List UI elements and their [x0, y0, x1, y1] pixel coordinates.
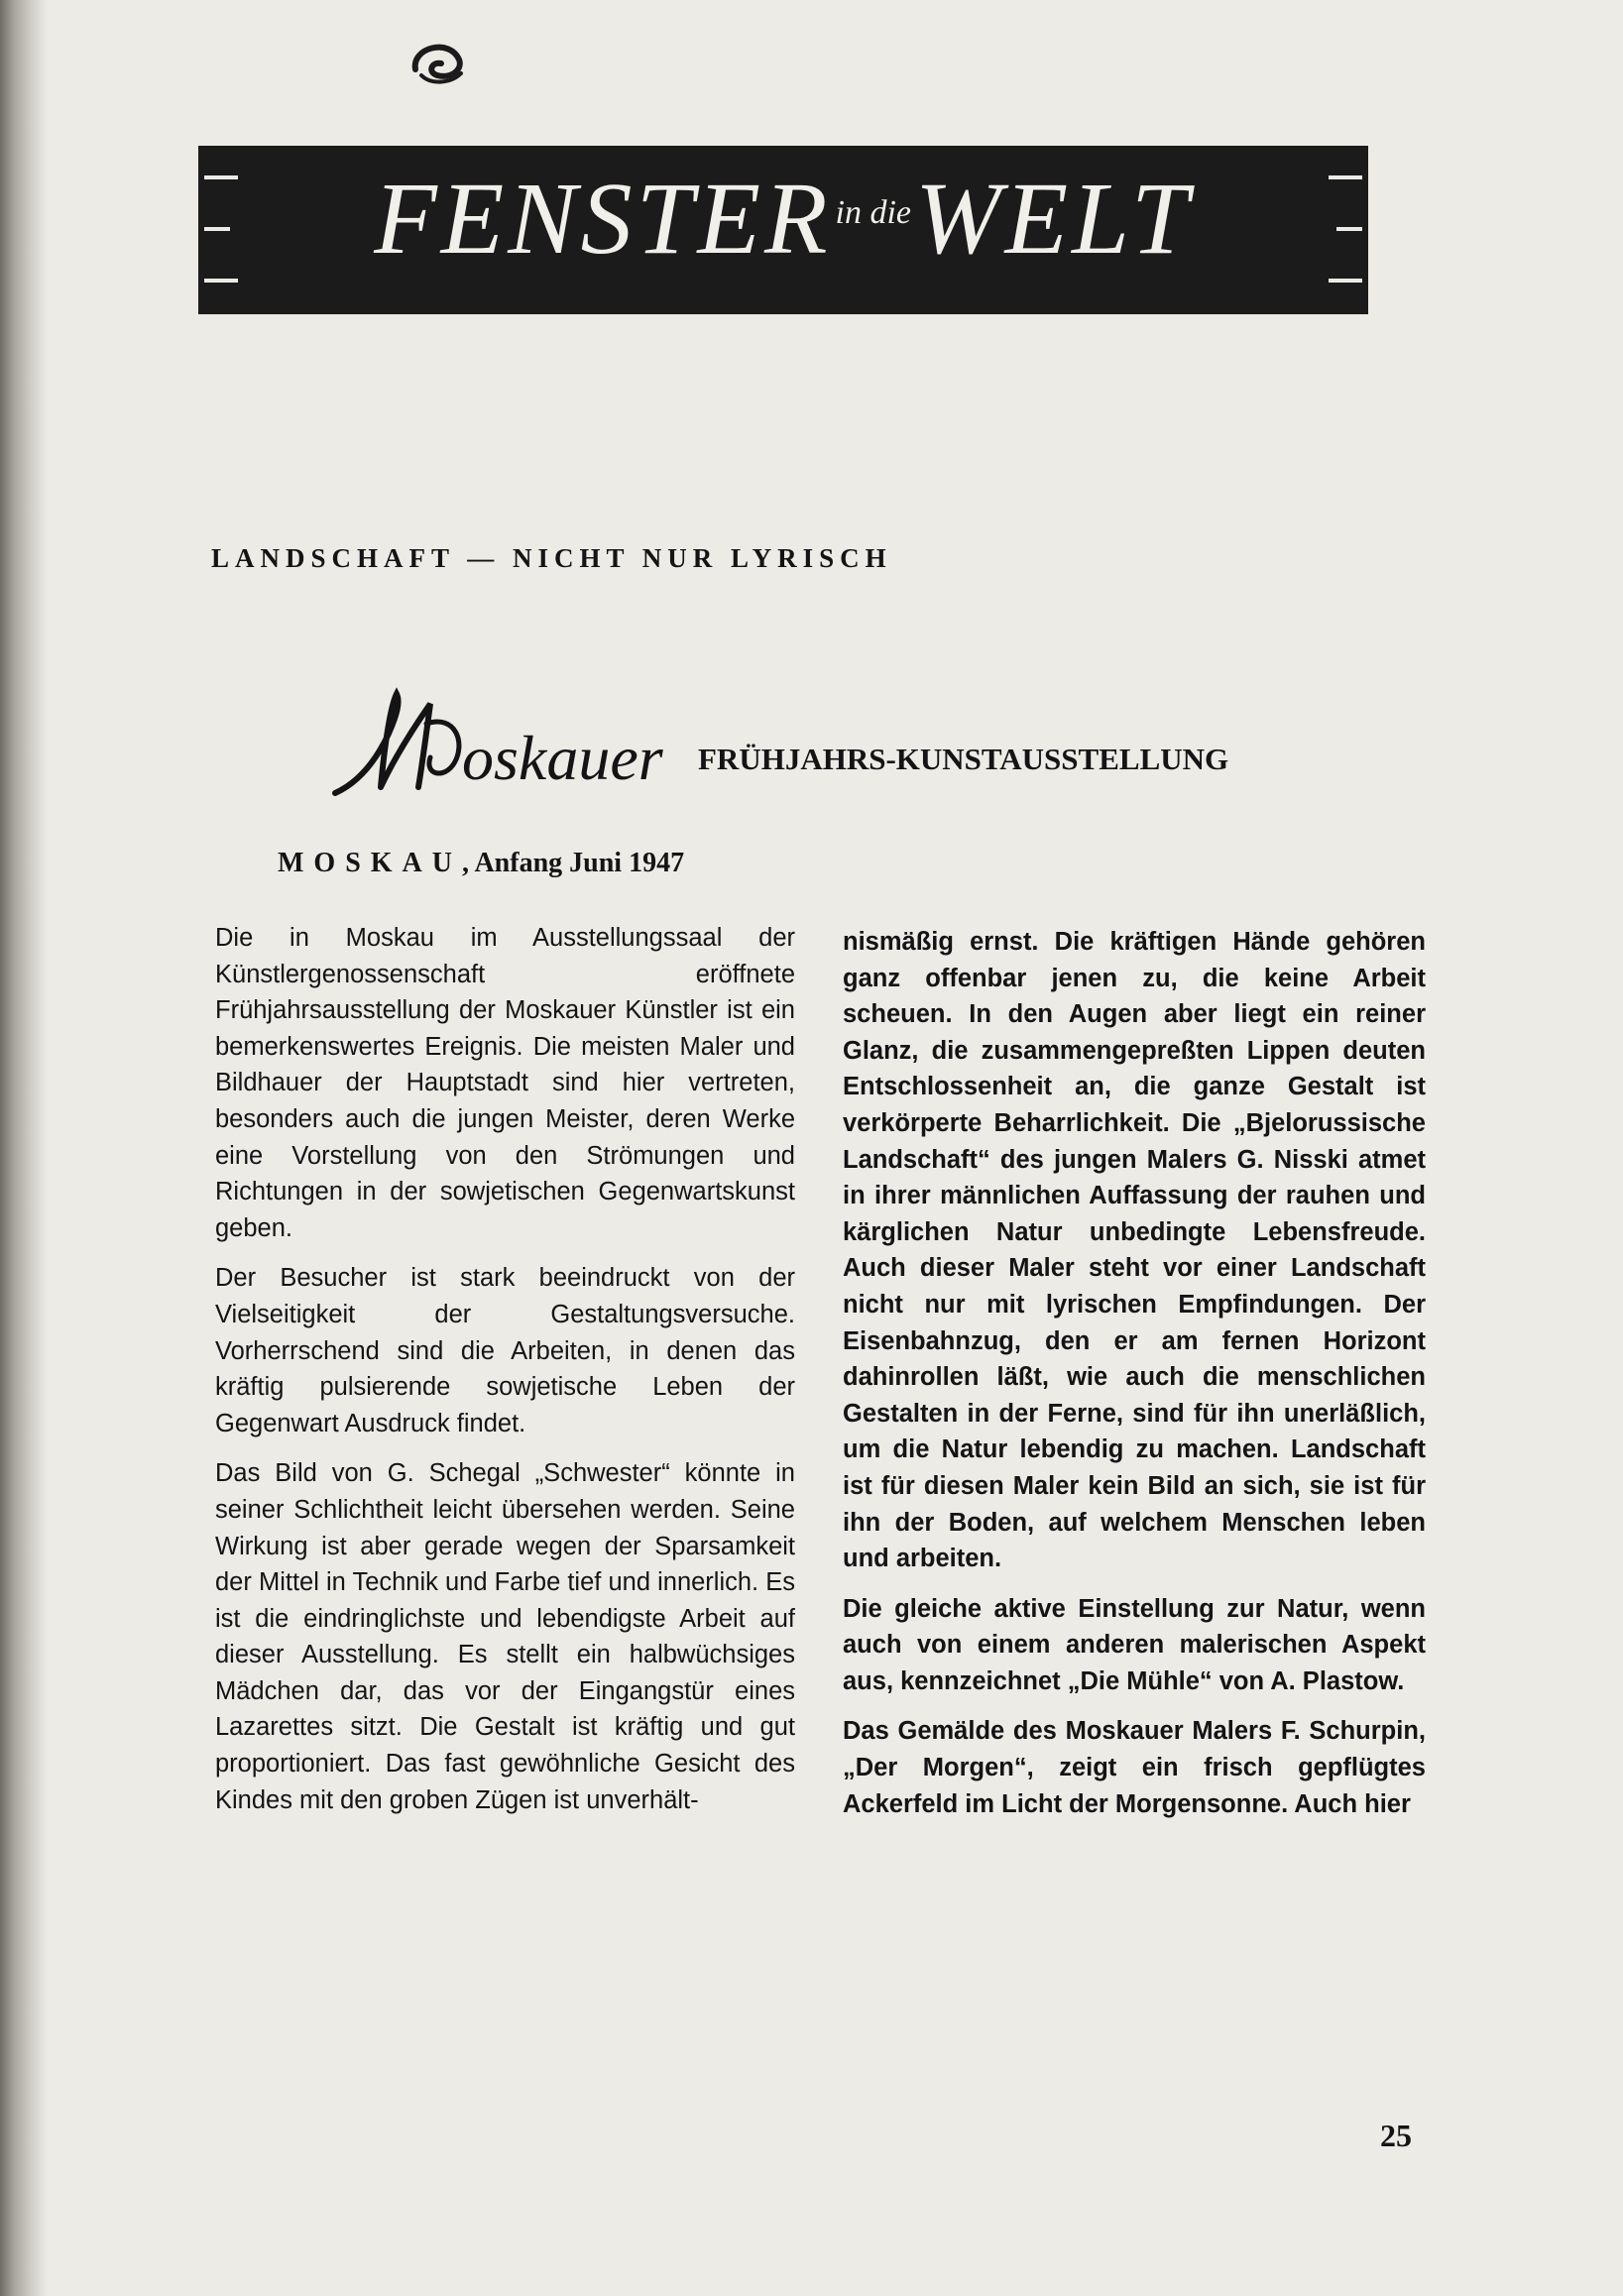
dateline-date: , Anfang Juni 1947: [462, 848, 685, 878]
article-column-right: [843, 924, 1426, 1836]
paragraph: nismäßig ernst. Die kräftigen Hände gehören ganz offenbar jenen zu, die keine Arbeit scheuen. In den Augen aber liegt ein reiner Glanz, die zusammengepreßten Lippen deuten Entschlossenheit an, die ganze Gestalt ist verkörperte Beharrlichkeit. Die „Bjelorussische Landschaft“ des jungen Malers G. Nisski atmet in ihrer männlichen Auffassung der rauhen und kärglichen Natur unbedingte Lebensfreude. Auch dieser Maler steht vor einer Landschaft nicht nur mit lyrischen Empfindungen. Der Eisenbahnzug, den er am fernen Horizont dahinrollen läßt, wie auch die menschlichen Gestalten in der Ferne, sind für ihn unerläßlich, um die Natur lebendig zu machen. Landschaft ist für diesen Maler kein Bild an sich, sie ist für ihn der Boden, auf welchem Menschen leben und arbeiten.: [843, 928, 1426, 1573]
section-banner: [198, 146, 1368, 314]
paragraph: Die gleiche aktive Einstellung zur Natur, wenn auch von einem anderen malerischen Aspekt aus, kennzeichnet „Die Mühle“ von A. Plastow.: [843, 1594, 1426, 1695]
banner-dash: [1329, 279, 1362, 283]
headline: [327, 684, 1428, 803]
paragraph: Das Bild von G. Schegal „Schwester“ könnte in seiner Schlichtheit leicht übersehen werden. Seine Wirkung ist aber gerade wegen der Sparsamkeit der Mittel in Technik und Farbe tief und innerlich. Es ist die eindringlichste und lebendigste Arbeit auf dieser Ausstellung. Es stellt ein halbwüchsiges Mädchen dar, das vor der Eingangstür eines Lazarettes sitzt. Die Gestalt ist kräftig und gut proportioniert. Das fast gewöhnliche Gesicht des Kindes mit den groben Zügen ist unverhält-: [215, 1459, 795, 1814]
banner-dash: [204, 279, 238, 283]
headline-caps: FRÜHJAHRS-KUNSTAUSSTELLUNG: [698, 742, 1229, 776]
paragraph: Der Besucher ist stark beeindruckt von der Vielseitigkeit der Gestaltungsversuche. Vorherrschend sind die Arbeiten, in denen das kräftig pulsierende sowjetische Leben der Gegenwart Ausdruck findet.: [215, 1264, 795, 1437]
page-number: 25: [1380, 2118, 1412, 2153]
page-binding-edge: [0, 0, 48, 2296]
dateline: [278, 848, 684, 879]
section-title-right: WELT: [915, 162, 1193, 276]
headline-script-logotype: [327, 684, 684, 803]
paragraph: Die in Moskau im Ausstellungssaal der Künstlergenossenschaft eröffnete Frühjahrsausstellung der Moskauer Künstler ist ein bemerkenswertes Ereignis. Die meisten Maler und Bildhauer der Hauptstadt sind hier vertreten, besonders auch die jungen Meister, deren Werke eine Vorstellung von den Strömungen und Richtungen in der sowjetischen Gegenwartskunst geben.: [215, 924, 795, 1242]
section-title-small: in die: [835, 194, 912, 231]
article-column-left: [215, 920, 795, 1832]
svg-text:oskauer: oskauer: [462, 723, 663, 793]
dateline-city: MOSKAU: [278, 848, 462, 878]
section-title-left: FENSTER: [374, 162, 832, 276]
paragraph: Das Gemälde des Moskauer Malers F. Schurpin, „Der Morgen“, zeigt ein frisch gepflügtes Ackerfeld im Licht der Morgensonne. Auch hier: [843, 1717, 1426, 1818]
ornament-icon: [402, 30, 471, 99]
kicker: LANDSCHAFT — NICHT NUR LYRISCH: [211, 543, 892, 573]
section-title: [198, 162, 1368, 276]
